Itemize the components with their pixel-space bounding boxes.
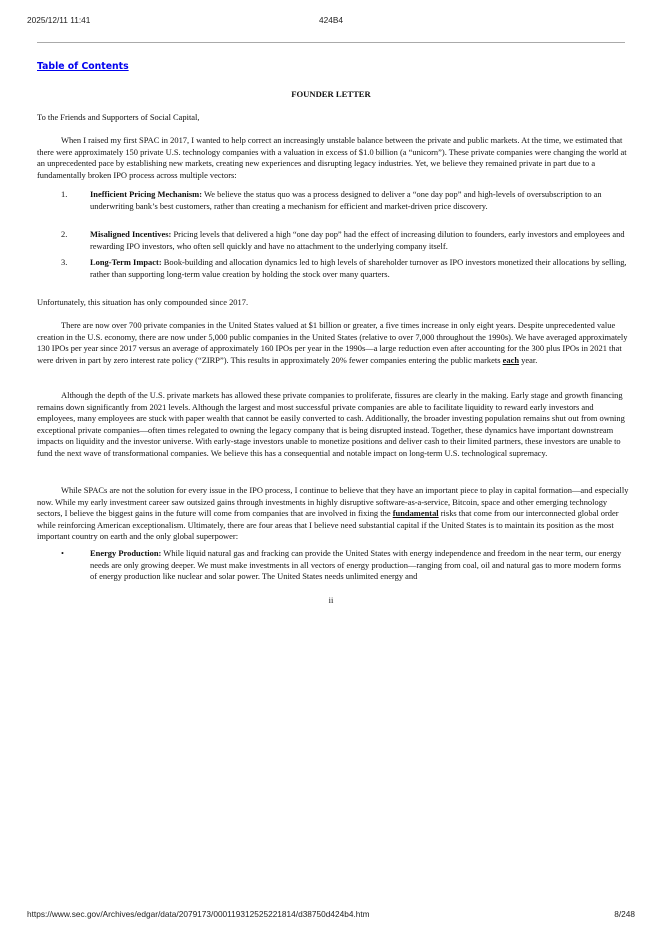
- emphasis: each: [502, 354, 520, 365]
- emphasis: fundamental: [392, 508, 439, 519]
- list-text: We believe the status quo was a process designed to deliver a “one day pop” and high-levels of oversubscription to an underwriting bank’s best customers, rather than creating a mechanism for efficient and market-driven price discovery.: [90, 189, 602, 211]
- text: There are now over 700 private companies in the United States valued at $1 billion or greater, a five times increase in only eight years. Despite unprecedented value creation in the U.S. economy, there are now under 5,000 public companies in the United States (relative to over 7,000 throughout the 1990s). We have averaged approximately 130 IPOs per year since 2017 versus an average of approximately 160 IPOs per year in the 1990s—a large reduction even after accounting for the 300 plus IPOs in 2021 that were driven in part by zero interest rate policy (“ZIRP”). This results in approximately 20% fewer companies entering the public markets: [37, 320, 628, 365]
- document-form: 424B4: [319, 15, 343, 25]
- paragraph-2: Unfortunately, this situation has only compounded since 2017.: [37, 297, 249, 307]
- page-number: ii: [328, 595, 334, 605]
- paragraph-3: [37, 320, 629, 366]
- divider: [37, 42, 625, 43]
- bullet-icon: •: [61, 548, 64, 558]
- list-number: 1.: [61, 189, 68, 199]
- bullet-heading: Energy Production:: [90, 548, 162, 558]
- list-number: 3.: [61, 257, 68, 267]
- list-heading: Misaligned Incentives:: [90, 229, 172, 239]
- list-heading: Inefficient Pricing Mechanism:: [90, 189, 203, 199]
- list-heading: Long-Term Impact:: [90, 257, 162, 267]
- bullet-item: [37, 548, 629, 583]
- text: risks that come from our interconnected global order while reinforcing American exceptionalism. Ultimately, there are four areas that I believe need substantial capital if the United States is to maintain its position as the most important country on earth and the only global superpower:: [37, 508, 619, 542]
- footer-page-count: 8/248: [614, 909, 635, 919]
- salutation: To the Friends and Supporters of Social Capital,: [37, 112, 200, 122]
- list-number: 2.: [61, 229, 68, 239]
- list-text: Pricing levels that delivered a high “one day pop” had the effect of increasing dilution to founders, early investors and employees and rewarding IPO investors, who often sell quickly and have no attachment to the underlying company itself.: [90, 229, 625, 251]
- list-text: Book-building and allocation dynamics led to high levels of shareholder turnover as IPO investors monetized their allocations by selling, rather than supporting long-term value creation by holding the stock over many quarters.: [90, 257, 627, 279]
- list-item: [37, 257, 629, 280]
- footer-url: https://www.sec.gov/Archives/edgar/data/2079173/000119312525221814/d38750d424b4.htm: [27, 909, 370, 919]
- print-datetime: 2025/12/11 11:41: [27, 15, 91, 25]
- text: year.: [519, 354, 538, 365]
- list-item: [37, 189, 629, 212]
- table-of-contents-link[interactable]: Table of Contents: [37, 61, 129, 72]
- bullet-text: While liquid natural gas and fracking can provide the United States with energy independence and freedom in the near term, our energy needs are only growing deeper. We must make investments in all vectors of energy production—ranging from coal, oil and natural gas to more modern forms of energy production like nuclear and solar power. The United States needs unlimited energy and: [90, 548, 622, 582]
- paragraph-5: [37, 485, 629, 543]
- paragraph-4: Although the depth of the U.S. private markets has allowed these private companies to proliferate, fissures are clearly in the making. Early stage and growth financing remains down significantly from 2021 levels. Although the largest and most successful private companies are able to facilitate liquidity to reward early investors and employees, many employees are stuck with paper wealth that cannot be easily converted to cash. Additionally, the broader investing population remains shut out from owning exceptional private companies—often times relegated to owning the legacy company that is being disrupted instead. Together, these dynamics have important downstream impacts on liquidity and the investor universe. With early-stage investors unable to monetize positions and deliver cash to their limited partners, these investors are unable to fund the next wave of transformational companies. We believe this has a consequential and notable impact on long-term U.S. technological supremacy.: [37, 390, 625, 458]
- text: While SPACs are not the solution for every issue in the IPO process, I continue to believe that they have an important piece to play in capital formation—and especially now. While my early investment career saw outsized gains through investments in highly disruptive software-as-a-service, Bitcoin, space and other emerging technology sectors, I believe the biggest gains in the future will come from companies that are involved in fixing the: [37, 485, 629, 519]
- paragraph-1: When I raised my first SPAC in 2017, I wanted to help correct an increasingly unstable balance between the private and public markets. At the time, we estimated that there were approximately 150 private U.S. technology companies with a valuation in excess of $1.0 billion (a “unicorn”). These private companies were changing the world at an unprecedented pace by establishing new markets, creating new experiences and disrupting legacy industries. Yet, we believe they remained private in part due to a fundamentally broken IPO process across multiple vectors:: [37, 135, 627, 180]
- list-item: [37, 229, 629, 252]
- page-title: FOUNDER LETTER: [291, 89, 371, 99]
